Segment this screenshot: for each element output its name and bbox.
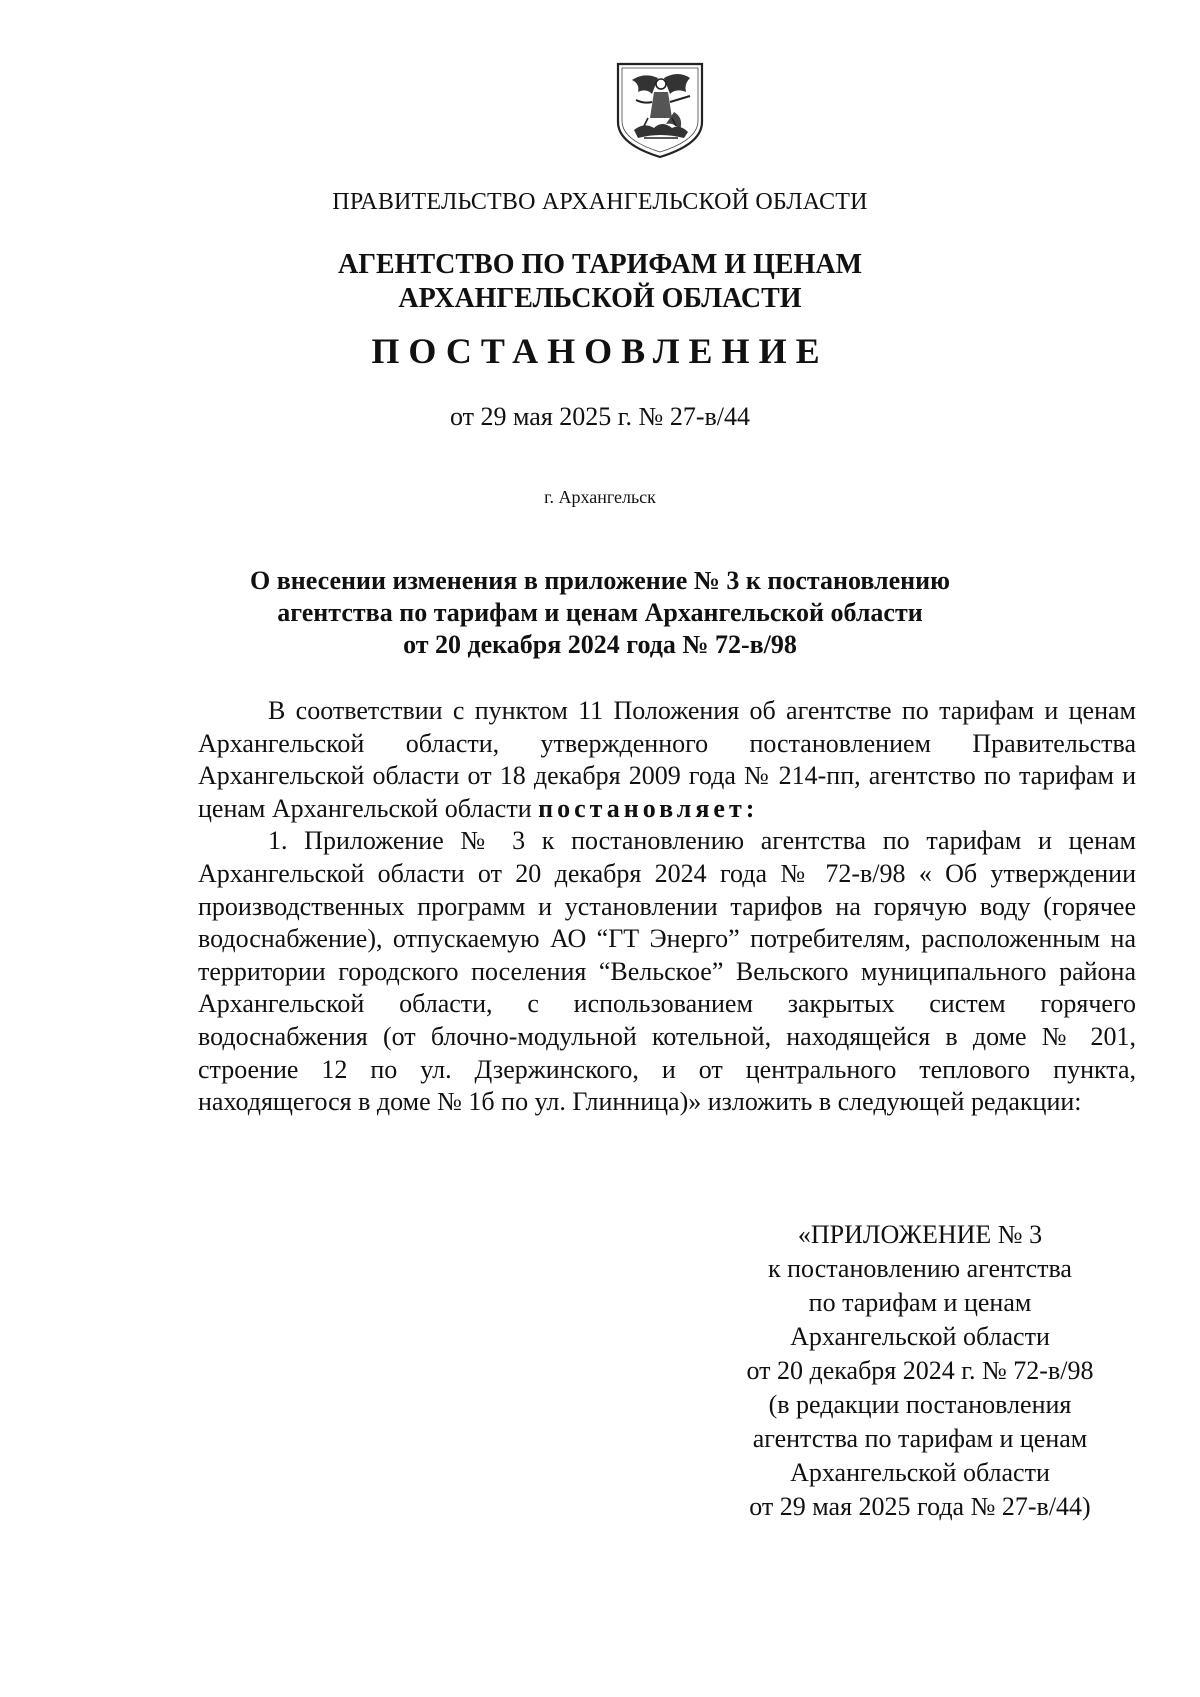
appendix-line: Архангельской области bbox=[790, 1458, 1050, 1487]
document-city: г. Архангельск bbox=[544, 487, 656, 507]
appendix-line: (в редакции постановления bbox=[768, 1390, 1072, 1419]
appendix-line: к постановлению агентства bbox=[768, 1254, 1072, 1283]
appendix-line: «ПРИЛОЖЕНИЕ № 3 bbox=[797, 1220, 1043, 1249]
appendix-header bbox=[715, 1218, 1125, 1524]
appendix-line: от 29 мая 2025 года № 27-в/44) bbox=[749, 1492, 1091, 1521]
subject-line-3: от 20 декабря 2024 года № 72-в/98 bbox=[403, 630, 797, 659]
document-type-title: ПОСТАНОВЛЕНИЕ bbox=[371, 331, 829, 371]
subject-line-2: агентства по тарифам и ценам Архангельской области bbox=[277, 598, 923, 627]
appendix-line: агентства по тарифам и ценам bbox=[752, 1424, 1088, 1453]
subject-line-1: О внесении изменения в приложение № 3 к постановлению bbox=[250, 566, 950, 595]
body-paragraph-preamble bbox=[198, 695, 1136, 825]
coat-of-arms-emblem-icon bbox=[614, 60, 706, 160]
document-subject bbox=[0, 565, 1200, 661]
document-body bbox=[198, 695, 1136, 1119]
appendix-line: от 20 декабря 2024 г. № 72-в/98 bbox=[746, 1356, 1094, 1385]
agency-name bbox=[0, 248, 1200, 316]
resolution-keyword: постановляет: bbox=[538, 793, 759, 823]
preamble-text: В соответствии с пунктом 11 Положения об агентстве по тарифам и ценам Архангельской области, утвержденного постановлением Правительства Архангельской области от 18 декабря 2009 года № 214-пп, агентство по тарифам и ценам Архангельской области bbox=[198, 696, 1136, 823]
appendix-line: Архангельской области bbox=[790, 1322, 1050, 1351]
document-date-number: от 29 мая 2025 г. № 27-в/44 bbox=[450, 402, 750, 431]
agency-name-line-1: АГЕНТСТВО ПО ТАРИФАМ И ЦЕНАМ bbox=[337, 249, 863, 280]
agency-name-line-2: АРХАНГЕЛЬСКОЙ ОБЛАСТИ bbox=[398, 283, 802, 314]
body-paragraph-item-1: 1. Приложение № 3 к постановлению агентства по тарифам и ценам Архангельской области от 20 декабря 2024 года № 72-в/98 « Об утверждении производственных программ и установлении тарифов на горячую воду (горячее водоснабжение), отпускаемую АО “ГТ Энерго” потребителям, расположенным на территории городского поселения “Вельское” Вельского муниципального района Архангельской области, с использованием закрытых систем горячего водоснабжения (от блочно-модульной котельной, находящейся в доме № 201, строение 12 по ул. Дзержинского, и от центрального теплового пункта, находящегося в доме № 1б по ул. Глинница)» изложить в следующей редакции: bbox=[198, 826, 1136, 1117]
appendix-line: по тарифам и ценам bbox=[808, 1288, 1032, 1317]
government-name: ПРАВИТЕЛЬСТВО АРХАНГЕЛЬСКОЙ ОБЛАСТИ bbox=[332, 189, 868, 215]
